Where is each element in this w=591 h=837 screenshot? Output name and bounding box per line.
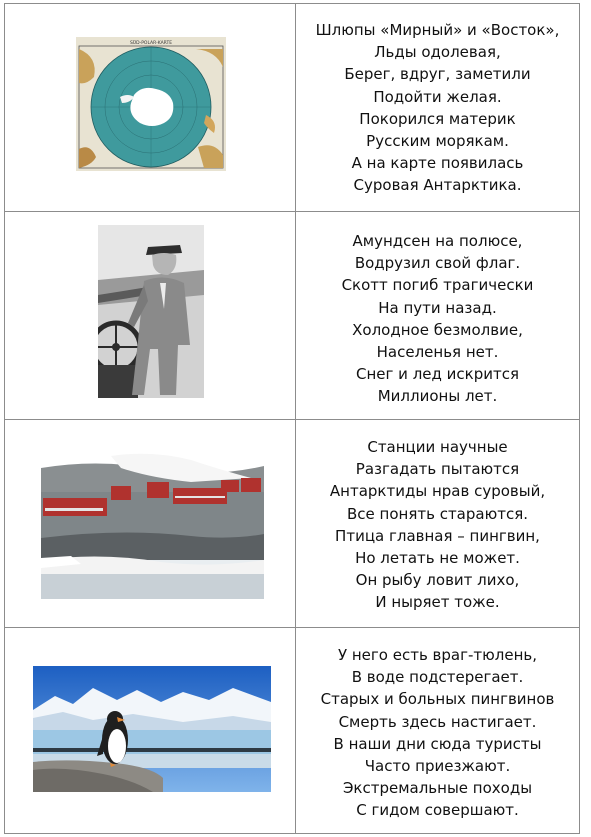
verse-cell [296,628,579,833]
verse-4 [296,644,579,822]
verse-line: На пути назад. [378,298,497,317]
image-cell [5,4,296,211]
verse-line: Скотт погиб трагически [341,276,534,295]
verse-line: Старых и больных пингвинов [320,690,555,709]
verse-cell [296,212,579,419]
verse-cell [296,4,579,211]
verse-line: Миллионы лет. [377,387,498,406]
verse-line: И ныряет тоже. [375,593,500,612]
verse-line: Водрузил свой флаг. [354,254,521,273]
verse-line: Холодное безмолвие, [352,320,523,339]
antarctica-map-image [76,37,226,171]
verse-line: А на карте появилась [351,154,524,173]
verse-line: Птица главная – пингвин, [335,526,540,545]
verse-line: Амундсен на полюсе, [352,232,523,250]
penguin-image [33,666,271,792]
verse-1 [296,19,579,197]
image-cell [5,212,296,419]
verse-2 [296,230,579,408]
image-cell [5,628,296,833]
image-cell [5,420,296,627]
verse-line: Суровая Антарктика. [353,176,522,195]
verse-line: Экстремальные походы [342,779,533,798]
map-title: SÜD-POLAR-KARTE [129,41,173,46]
verse-line: Шлюпы «Мирный» и «Восток», [315,21,560,39]
verse-line: Станции научные [367,438,508,456]
table-row [5,212,579,420]
verse-line: Смерть здесь настигает. [338,712,537,731]
verse-cell [296,420,579,627]
research-station-image [41,448,264,599]
amundsen-portrait-image [98,225,204,398]
verse-line: Подойти желая. [373,87,502,106]
verse-line: Покорился материк [359,109,516,128]
verse-line: Но летать не может. [355,549,520,568]
table-row [5,420,579,628]
verse-line: Населенья нет. [376,343,499,362]
poem-table [4,3,580,834]
verse-line: В наши дни сюда туристы [333,734,542,753]
verse-line: Разгадать пытаются [355,460,520,479]
verse-line: Русским морякам. [366,132,509,151]
verse-line: Он рыбу ловит лихо, [355,571,520,590]
verse-line: С гидом совершают. [356,801,519,820]
verse-line: Часто приезжают. [364,757,511,776]
verse-line: В воде подстерегает. [351,668,524,687]
verse-line: У него есть враг-тюлень, [337,646,538,664]
verse-line: Берег, вдруг, заметили [344,65,531,84]
verse-line: Антарктиды нрав суровый, [329,482,546,501]
verse-line: Льды одолевая, [374,43,501,62]
verse-3 [296,436,579,614]
verse-line: Снег и лед искрится [356,365,519,384]
table-row [5,4,579,212]
table-row [5,628,579,833]
verse-line: Все понять стараются. [347,504,528,523]
